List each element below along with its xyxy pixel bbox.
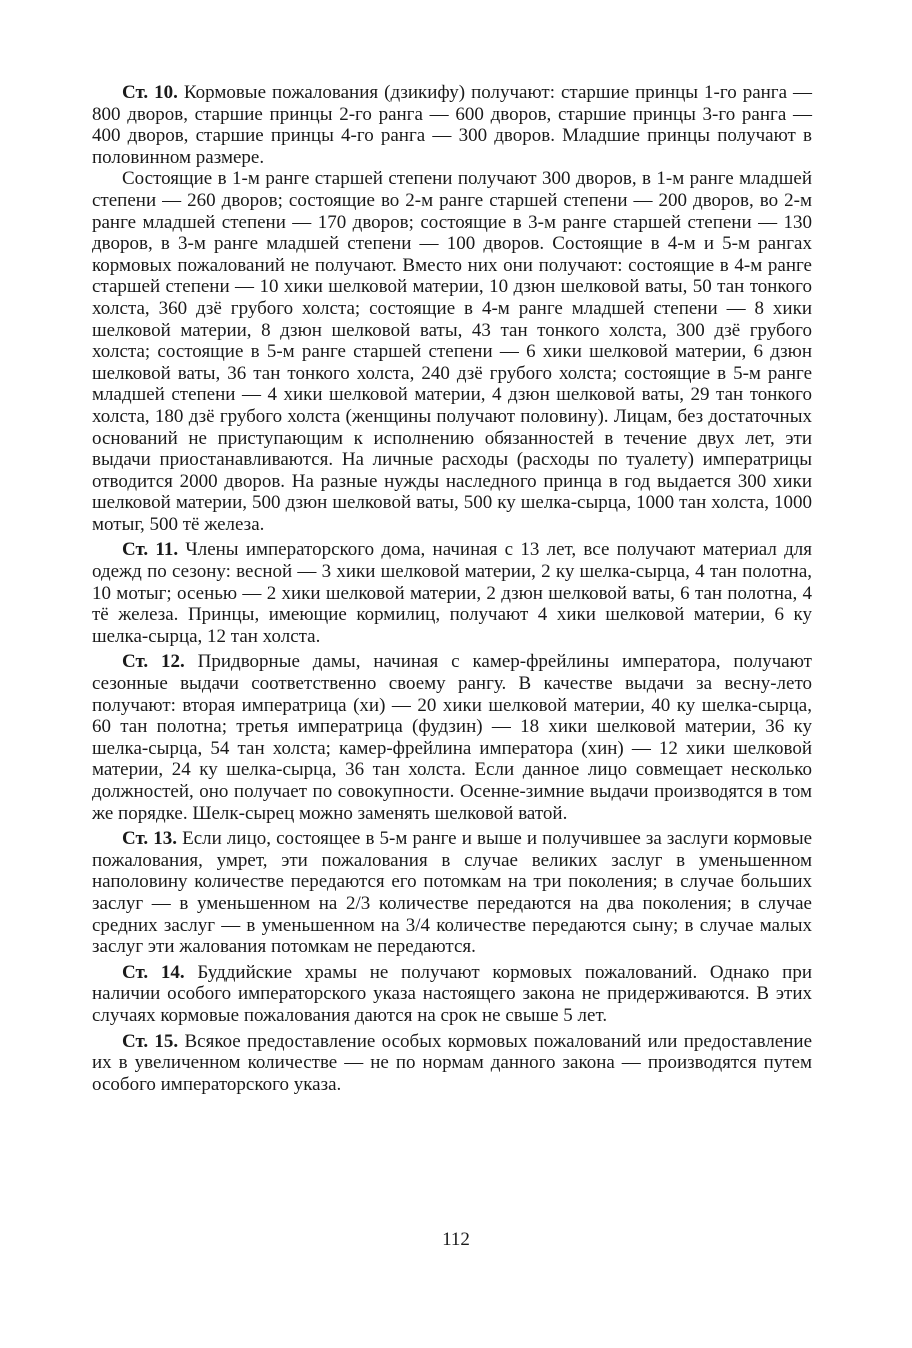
article-paragraph — [92, 962, 812, 1027]
articles-list — [92, 82, 812, 1095]
continuation-paragraph — [92, 168, 812, 535]
article-paragraph — [92, 539, 812, 647]
article-paragraph — [92, 828, 812, 958]
article-label: Ст. 10. — [122, 82, 178, 103]
article-text: Кормовые пожалования (дзикифу) получают: старшие принцы 1-го ранга — 800 дворов, старшие принцы 2-го ранга — 600 дворов, старшие принцы 3-го ранга — 400 дворов, старшие принцы 4-го ранга — 300 дворов. Младшие принцы получают в половинном размере. — [92, 82, 813, 168]
page-body — [92, 78, 812, 1095]
article-paragraph — [92, 82, 812, 168]
article-text: Всякое предоставление особых кормовых пожалований или предоставление их в увеличенном количестве — не по нормам данного закона — производятся путем особого императорского указа. — [92, 1030, 813, 1095]
page-number: 112 — [442, 1229, 470, 1250]
article-text: Члены императорского дома, начиная с 13 лет, все получают материал для одежд по сезону: весной — 3 хики шелковой материи, 2 ку шелка-сырца, 4 тан полотна, 10 мотыг; осенью — 2 хики шелковой материи, 2 дзюн шелковой ваты, 6 тан полотна, 4 тё железа. Принцы, имеющие кормилиц, получают 4 хики шелковой материи, 6 ку шелка-сырца, 12 тан холста. — [92, 539, 813, 647]
article-label: Ст. 15. — [122, 1030, 179, 1052]
article-paragraph — [92, 1031, 812, 1096]
article-paragraph — [92, 651, 812, 824]
article-label: Ст. 12. — [122, 651, 185, 673]
article-text: Придворные дамы, начиная с камер-фрейлины императора, получают сезонные выдачи соответственно своему рангу. В качестве выдачи за весну-лето получают: вторая императрица (хи) — 20 хики шелковой материи, 40 ку шелка-сырца, 60 тан полотна; третья императрица (фудзин) — 18 хики шелковой материи, 36 ку шелка-сырца, 54 тан холста; камер-фрейлина императора (хин) — 12 хики шелковой материи, 24 ку шелка-сырца, 36 тан холста. Если данное лицо совмещает несколько должностей, оно получает по совокупности. Осенне-зимние выдачи производятся в том же порядке. Шелк-сырец можно заменять шелковой ватой. — [92, 651, 812, 824]
article-label: Ст. 14. — [122, 961, 185, 983]
article-text: Если лицо, состоящее в 5-м ранге и выше и получившее за заслуги кормовые пожалования, умрет, эти пожалования в случае великих заслуг в уменьшенном наполовину количестве передаются его потомкам на три поколения; в случае больших заслуг — в уменьшенном на 2/3 количестве передаются на два поколения; в случае средних заслуг — в уменьшенном на 3/4 количестве передаются сыну; в случае малых заслуг эти жалования потомкам не передаются. — [92, 828, 813, 958]
article-text: Буддийские храмы не получают кормовых пожалований. Однако при наличии особого императорского указа настоящего закона не придерживаются. В этих случаях кормовые пожалования даются на срок не свыше 5 лет. — [92, 961, 812, 1026]
article-text: Состоящие в 1-м ранге старшей степени получают 300 дворов, в 1-м ранге младшей степени — 260 дворов; состоящие во 2-м ранге старшей степени — 200 дворов, во 2-м ранге младшей степени — 170 дворов; состоящие в 3-м ранге старшей степени — 130 дворов, в 3-м ранге младшей степени — 100 дворов. Состоящие в 4-м и 5-м рангах кормовых пожалований не получают. Вместо них они получают: состоящие в 4-м ранге старшей степени — 10 хики шелковой материи, 10 дзюн шелковой ваты, 50 тан тонкого холста, 360 дзё грубого холста; состоящие в 4-м ранге младшей степени — 8 хики шелковой материи, 8 дзюн шелковой ваты, 43 тан тонкого холста, 300 дзё грубого холста; состоящие в 5-м ранге старшей степени — 6 хики шелковой материи, 6 дзюн шелковой ваты, 36 тан тонкого холста, 240 дзё грубого холста; состоящие в 5-м ранге младшей степени — 4 хики шелковой материи, 4 дзюн шелковой ваты, 29 тан тонкого холста, 180 дзё грубого холста (женщины получают половину). Лицам, без достаточных оснований не приступающим к исполнению обязанностей в течение двух лет, эти выдачи приостанавливаются. На личные расходы (расходы по туалету) императрицы отводится 2000 дворов. На разные нужды наследного принца в год выдается 300 хики шелковой материи, 500 дзюн шелковой ваты, 500 ку шелка-сырца, 1000 тан холста, 1000 мотыг, 500 тё железа. — [92, 168, 812, 535]
article-label: Ст. 13. — [122, 828, 177, 850]
article-label: Ст. 11. — [122, 539, 179, 561]
